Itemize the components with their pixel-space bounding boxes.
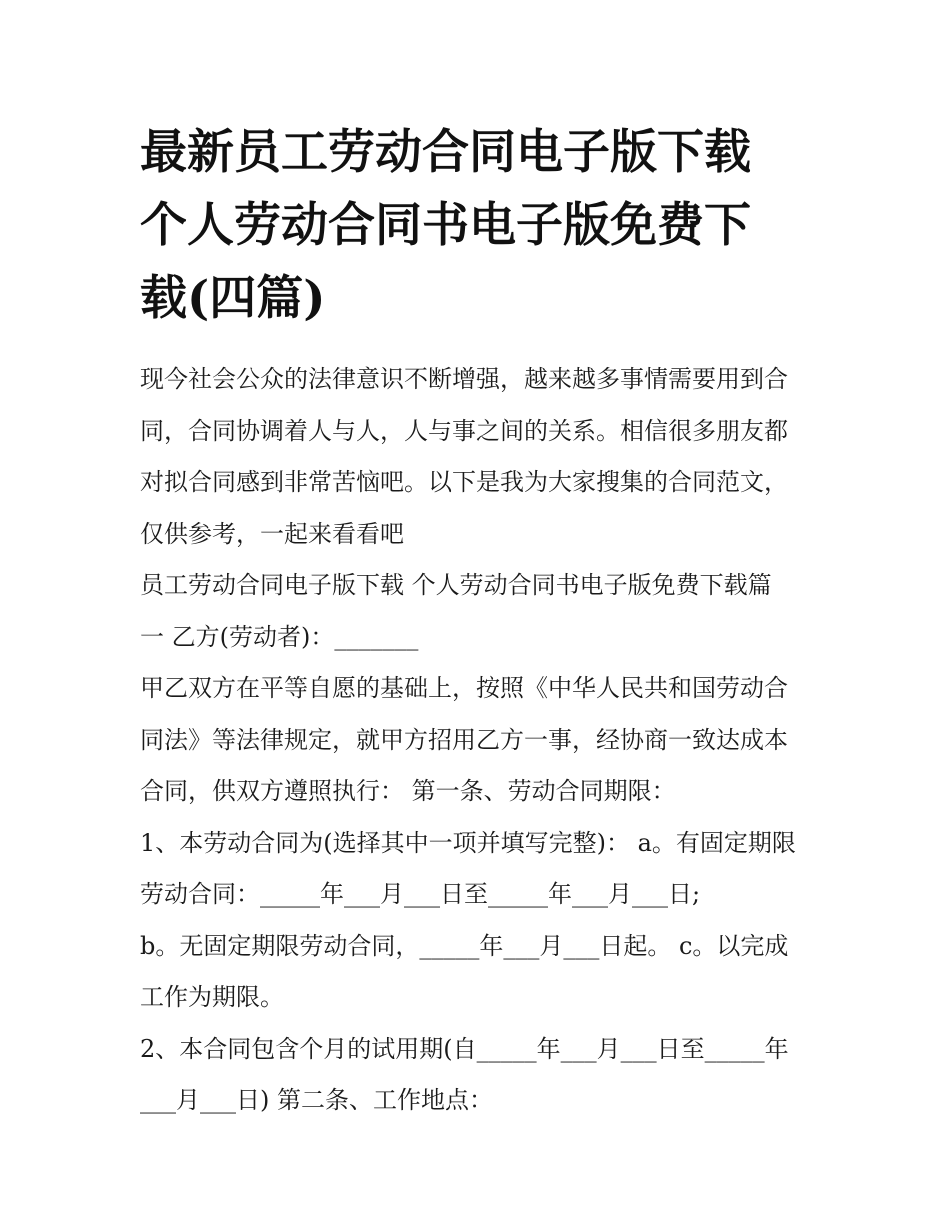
- body-line: 同法》等法律规定，就甲方招用乙方一事，经协商一致达成本: [140, 725, 788, 754]
- title-line-3: 载(四篇): [140, 271, 326, 326]
- body-line: 员工劳动合同电子版下载 个人劳动合同书电子版免费下载篇: [140, 571, 772, 599]
- document-body: [140, 354, 820, 1127]
- body-line: 一 乙方(劳动者)：_______: [140, 622, 419, 651]
- body-line: 对拟合同感到非常苦恼吧。以下是我为大家搜集的合同范文，: [140, 468, 788, 496]
- body-line: 1、本劳动合同为(选择其中一项并填写完整)： a。有固定期限: [140, 828, 796, 857]
- body-line: 同，合同协调着人与人，人与事之间的关系。相信很多朋友都: [140, 416, 788, 445]
- body-line: 仅供参考，一起来看看吧: [140, 519, 404, 548]
- body-line: 2、本合同包含个月的试用期(自_____年___月___日至_____年: [140, 1034, 789, 1063]
- body-line: 劳动合同：_____年___月___日至_____年___月___日;: [140, 880, 701, 908]
- body-line: 现今社会公众的法律意识不断增强，越来越多事情需要用到合: [140, 365, 788, 393]
- body-line: 合同，供双方遵照执行： 第一条、劳动合同期限：: [140, 777, 676, 805]
- body-line: b。无固定期限劳动合同，_____年___月___日起。 c。以完成: [140, 931, 789, 960]
- title-line-1: 最新员工劳动合同电子版下载: [140, 125, 751, 180]
- document-title: [140, 116, 820, 335]
- body-line: 甲乙双方在平等自愿的基础上，按照《中华人民共和国劳动合: [140, 674, 788, 702]
- body-line: 工作为期限。: [140, 983, 284, 1011]
- title-line-2: 个人劳动合同书电子版免费下: [140, 198, 751, 253]
- body-line: ___月___日) 第二条、工作地点：: [140, 1086, 493, 1114]
